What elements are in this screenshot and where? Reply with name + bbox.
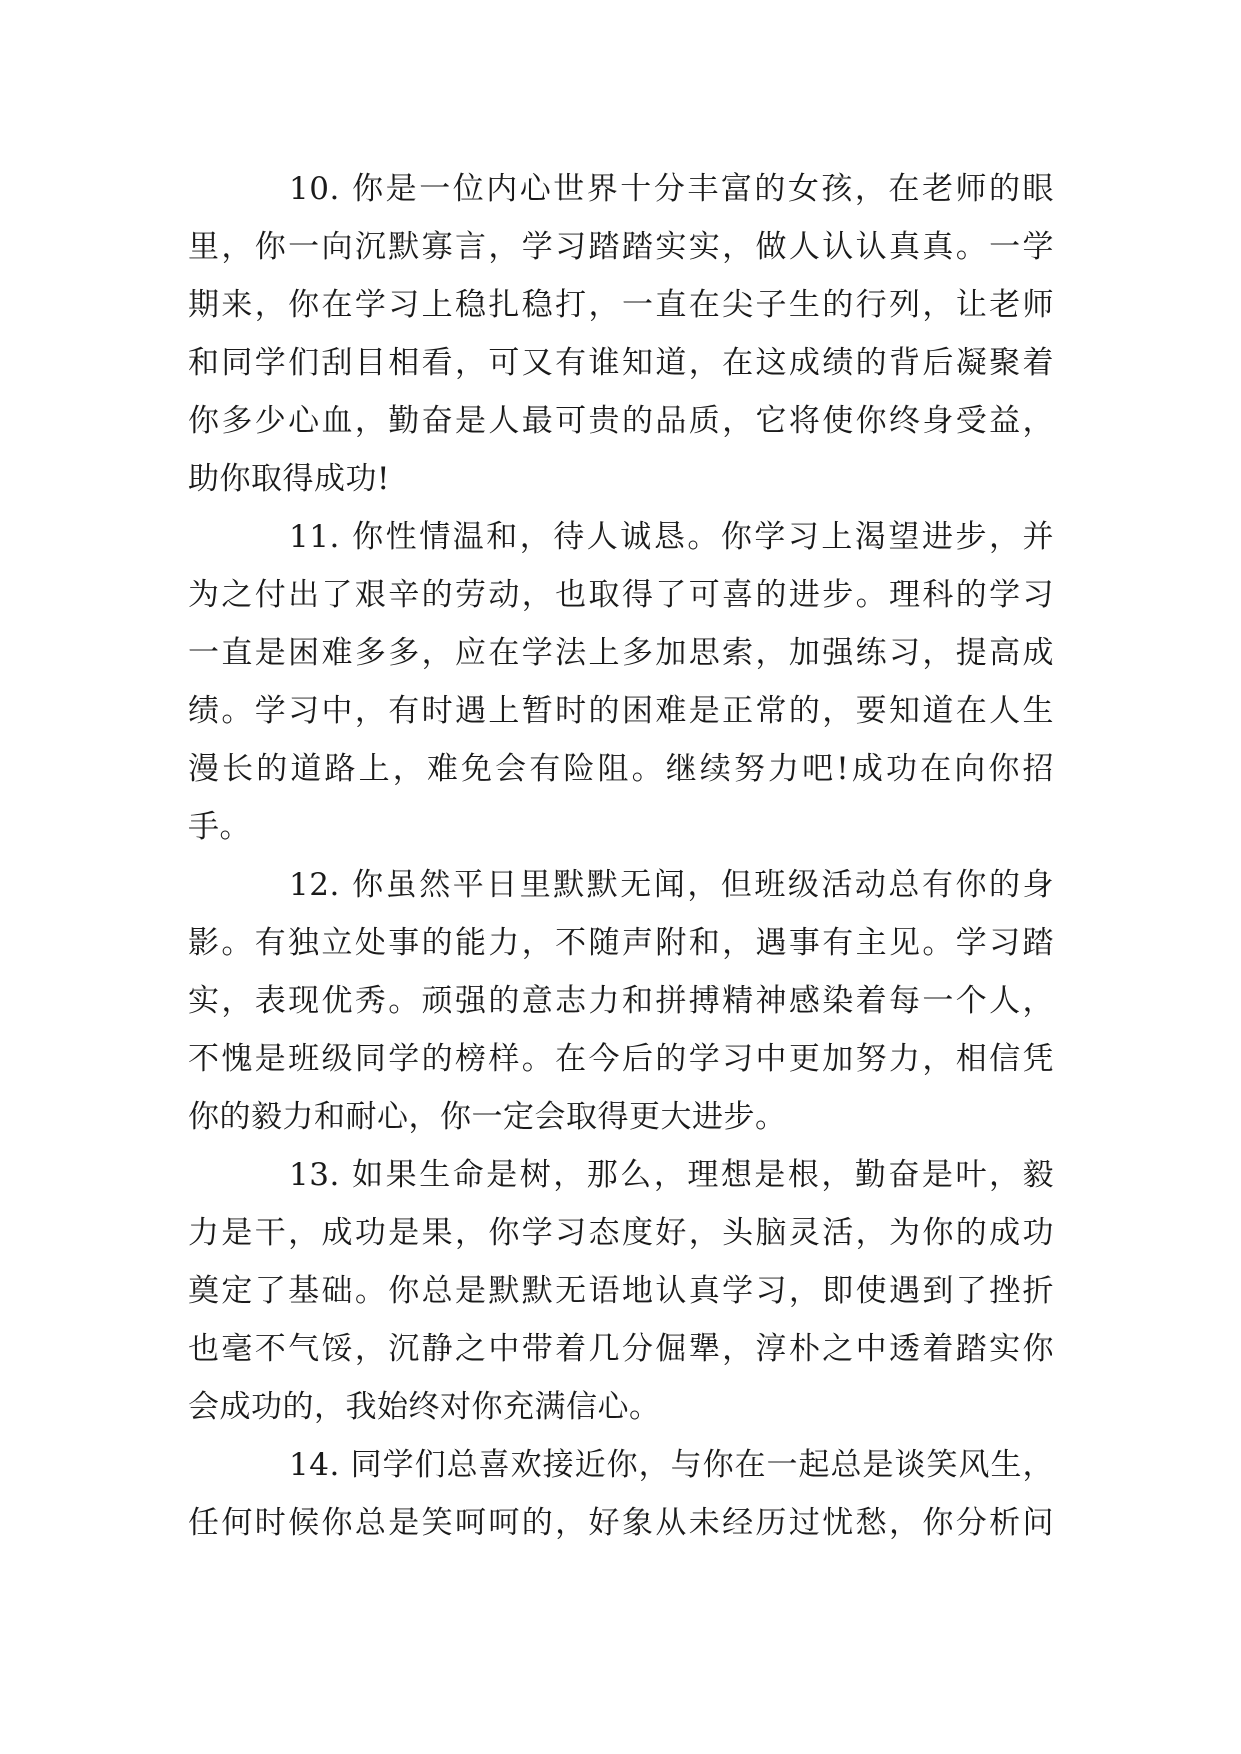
text-line: 绩。学习中，有时遇上暂时的困难是正常的，要知道在人生 — [188, 693, 1054, 729]
text-line: 影。有独立处事的能力，不随声附和，遇事有主见。学习踏 — [188, 925, 1054, 961]
text-line: 11. 你性情温和，待人诚恳。你学习上渴望进步，并 — [289, 519, 1054, 555]
paragraph-14 — [188, 1436, 1054, 1552]
text-line: 助你取得成功! — [188, 461, 390, 497]
text-line: 奠定了基础。你总是默默无语地认真学习，即使遇到了挫折 — [188, 1273, 1054, 1309]
text-line: 任何时候你总是笑呵呵的，好象从未经历过忧愁，你分析问 — [188, 1505, 1054, 1541]
text-line: 实，表现优秀。顽强的意志力和拼搏精神感染着每一个人， — [188, 983, 1054, 1019]
text-line: 一直是困难多多，应在学法上多加思索，加强练习，提高成 — [188, 635, 1054, 671]
text-line: 和同学们刮目相看，可又有谁知道，在这成绩的背后凝聚着 — [188, 345, 1054, 381]
text-line: 14. 同学们总喜欢接近你，与你在一起总是谈笑风生， — [289, 1447, 1054, 1483]
paragraph-13 — [188, 1146, 1054, 1436]
text-line: 不愧是班级同学的榜样。在今后的学习中更加努力，相信凭 — [188, 1041, 1054, 1077]
text-line: 力是干，成功是果，你学习态度好，头脑灵活，为你的成功 — [188, 1215, 1054, 1251]
text-line: 里，你一向沉默寡言，学习踏踏实实，做人认认真真。一学 — [188, 229, 1054, 265]
text-line: 漫长的道路上，难免会有险阻。继续努力吧!成功在向你招 — [188, 751, 1054, 787]
text-line: 手。 — [188, 809, 251, 845]
text-line: 你的毅力和耐心，你一定会取得更大进步。 — [188, 1099, 787, 1135]
text-line: 期来，你在学习上稳扎稳打，一直在尖子生的行列，让老师 — [188, 287, 1054, 323]
text-line: 13. 如果生命是树，那么，理想是根，勤奋是叶，毅 — [289, 1157, 1054, 1193]
paragraph-10 — [188, 160, 1054, 508]
text-line: 你多少心血，勤奋是人最可贵的品质，它将使你终身受益， — [188, 403, 1054, 439]
paragraph-11 — [188, 508, 1054, 856]
paragraph-12 — [188, 856, 1054, 1146]
text-line: 12. 你虽然平日里默默无闻，但班级活动总有你的身 — [289, 867, 1054, 903]
text-line: 也毫不气馁，沉静之中带着几分倔犟，淳朴之中透着踏实你 — [188, 1331, 1054, 1367]
text-line: 为之付出了艰辛的劳动，也取得了可喜的进步。理科的学习 — [188, 577, 1054, 613]
text-line: 会成功的，我始终对你充满信心。 — [188, 1389, 661, 1425]
text-line: 10. 你是一位内心世界十分丰富的女孩，在老师的眼 — [289, 171, 1054, 207]
document-body — [188, 160, 1054, 1552]
